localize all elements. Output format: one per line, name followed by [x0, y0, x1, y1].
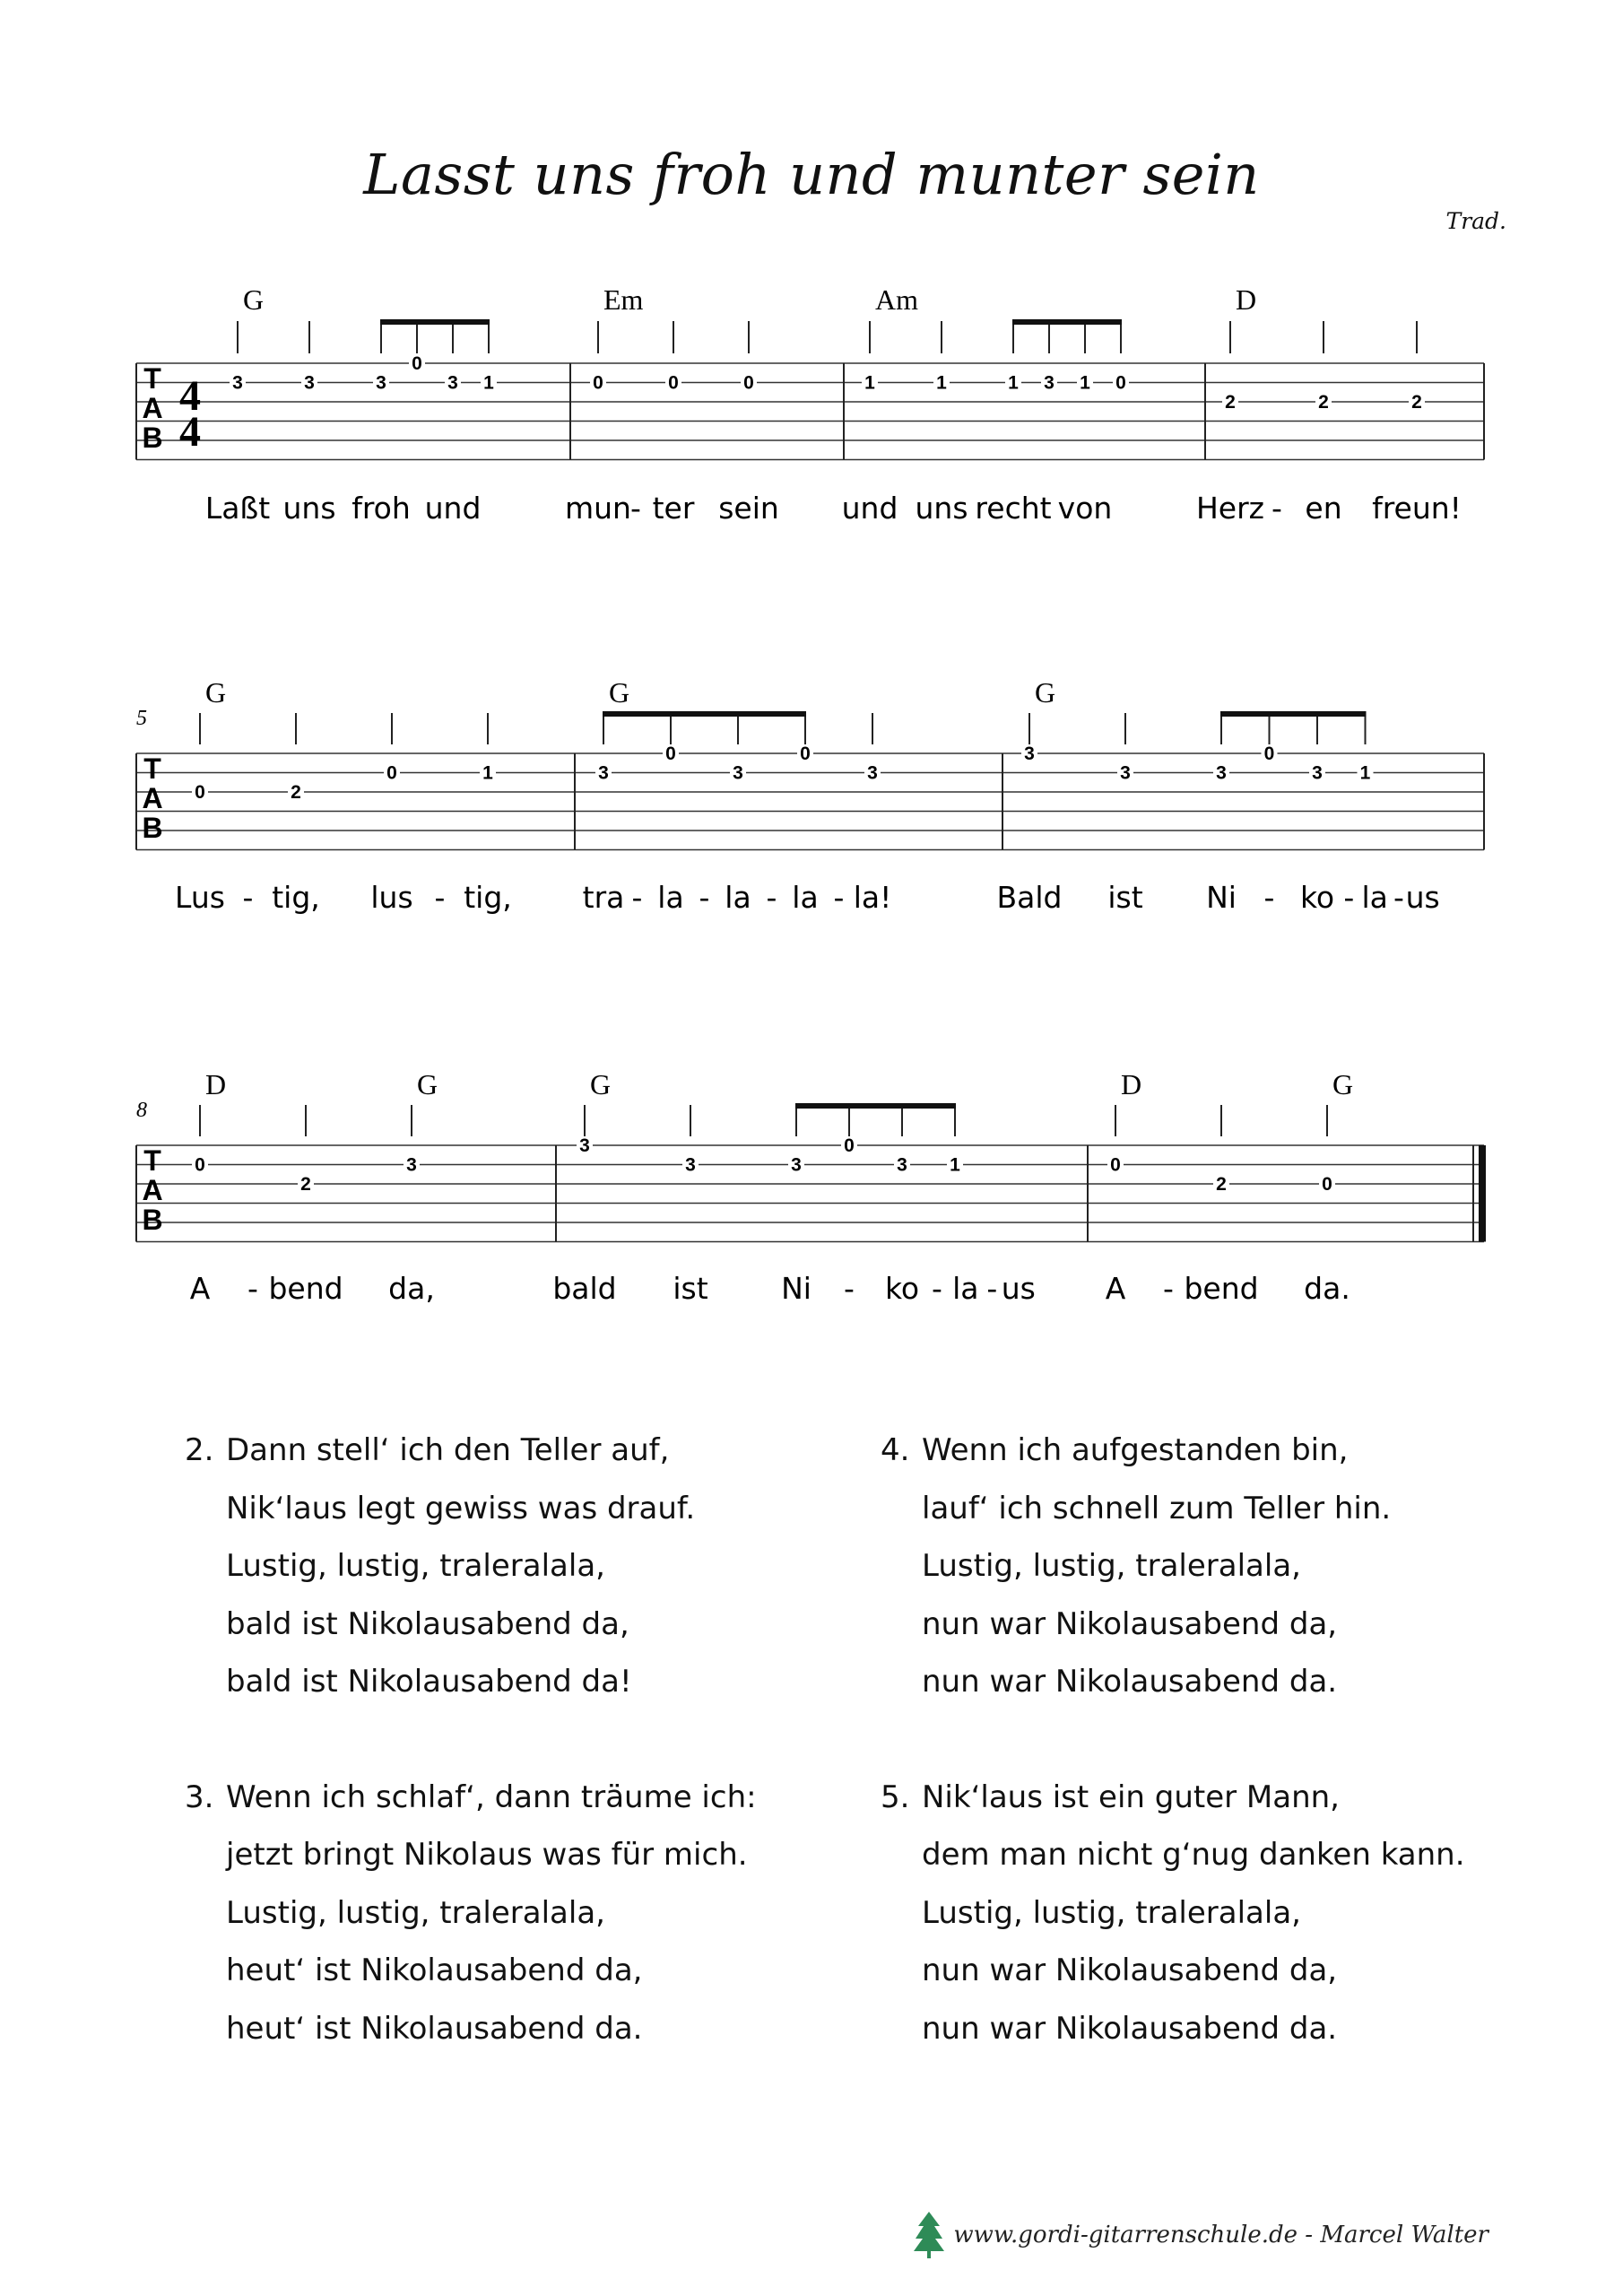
- chord-symbol: G: [1035, 676, 1056, 709]
- measure-number: 8: [136, 1099, 147, 1122]
- system-1: [136, 283, 1484, 526]
- lyric-syllable: -: [242, 880, 254, 915]
- lyric-syllable: lus: [370, 880, 413, 915]
- fret-number: 0: [412, 353, 422, 374]
- verse-line: heut‘ ist Nikolausabend da,: [226, 1952, 643, 1988]
- system-3: [136, 1068, 1486, 1306]
- verse-line: heut‘ ist Nikolausabend da.: [226, 2010, 643, 2047]
- tab-clef-letter: B: [142, 422, 163, 454]
- lyric-syllable: A: [189, 1271, 211, 1306]
- verse-line: nun war Nikolausabend da,: [922, 1605, 1338, 1642]
- lyric-syllable: ist: [673, 1271, 708, 1306]
- lyric-syllable: -: [766, 880, 777, 915]
- lyric-syllable: bend: [268, 1271, 343, 1306]
- fret-number: 2: [1318, 392, 1329, 413]
- fret-number: 2: [291, 782, 301, 803]
- lyric-syllable: und: [424, 491, 482, 526]
- lyric-syllable: -: [1393, 880, 1404, 915]
- system-2: [136, 676, 1484, 915]
- verse-line: lauf‘ ich schnell zum Teller hin.: [922, 1490, 1392, 1526]
- lyric-syllable: la: [952, 1271, 979, 1306]
- chord-symbol: G: [243, 283, 265, 316]
- fret-number: 2: [1216, 1174, 1227, 1195]
- lyric-syllable: tig,: [464, 880, 512, 915]
- lyric-syllable: la: [792, 880, 819, 915]
- chord-symbol: D: [205, 1068, 227, 1100]
- lyric-syllable: -: [434, 880, 446, 915]
- measure-number: 5: [136, 707, 147, 730]
- fret-number: 3: [791, 1154, 802, 1176]
- fret-number: 1: [1359, 762, 1371, 784]
- tab-clef-letter: B: [142, 1204, 163, 1236]
- lyric-syllable: la!: [853, 880, 892, 915]
- lyric-syllable: us: [1405, 880, 1440, 915]
- chord-symbol: Em: [603, 283, 644, 316]
- verse-line: jetzt bringt Nikolaus was für mich.: [226, 1837, 748, 1873]
- lyric-syllable: -: [986, 1271, 998, 1306]
- verse-number: 5.: [881, 1779, 910, 1815]
- time-signature-bottom: 4: [179, 408, 201, 456]
- fret-number: 3: [1216, 762, 1227, 784]
- fret-number: 1: [950, 1154, 960, 1176]
- tab-clef-letter: T: [143, 362, 161, 395]
- verse-5: [881, 1769, 1526, 2058]
- note-beam: [603, 711, 806, 717]
- lyric-syllable: und: [841, 491, 898, 526]
- lyric-syllable: da,: [388, 1271, 435, 1306]
- fret-number: 3: [376, 372, 386, 394]
- fret-number: 3: [1044, 372, 1055, 394]
- verse-line: bald ist Nikolausabend da!: [226, 1664, 632, 1700]
- verse-line: nun war Nikolausabend da.: [922, 2010, 1338, 2047]
- fret-number: 3: [1024, 744, 1035, 764]
- lyric-syllable: Lus: [175, 880, 225, 915]
- footer: [914, 2212, 1488, 2258]
- lyric-syllable: uns: [282, 491, 336, 526]
- fret-number: 0: [665, 744, 676, 764]
- lyric-syllable: la: [1361, 880, 1388, 915]
- fret-number: 0: [1110, 1154, 1121, 1176]
- verse-3: [185, 1769, 830, 2058]
- lyric-syllable: -: [1343, 880, 1355, 915]
- lyric-syllable: bald: [552, 1271, 617, 1306]
- lyric-syllable: -: [1163, 1271, 1174, 1306]
- lyric-syllable: da.: [1304, 1271, 1350, 1306]
- time-signature-top: 4: [179, 372, 201, 420]
- lyric-syllable: -: [931, 1271, 942, 1306]
- lyric-syllable: mun: [565, 491, 631, 526]
- fret-number: 3: [685, 1154, 696, 1176]
- lyric-syllable: ko: [1299, 880, 1335, 915]
- fret-number: 3: [447, 372, 458, 394]
- composer: Trad.: [1445, 208, 1506, 234]
- fret-number: 3: [897, 1154, 907, 1176]
- lyric-syllable: Bald: [996, 880, 1063, 915]
- fret-number: 0: [195, 1154, 205, 1176]
- lyric-syllable: tra: [582, 880, 625, 915]
- chord-symbol: G: [590, 1068, 612, 1100]
- chord-symbol: D: [1121, 1068, 1142, 1100]
- fret-number: 0: [1115, 372, 1126, 394]
- verses-left: [185, 1422, 830, 2057]
- verse-number: 2.: [185, 1432, 214, 1468]
- lyric-syllable: Ni: [781, 1271, 812, 1306]
- fret-number: 0: [593, 372, 603, 394]
- tab-clef-letter: B: [142, 812, 163, 844]
- fret-number: 3: [598, 762, 609, 784]
- fret-number: 3: [304, 372, 315, 394]
- verse-line: dem man nicht g‘nug danken kann.: [922, 1837, 1465, 1873]
- fret-number: 0: [743, 372, 754, 394]
- tab-clef-letter: A: [142, 392, 163, 424]
- verse-line: Lustig, lustig, traleralala,: [922, 1548, 1301, 1584]
- verses-right: [881, 1422, 1526, 2057]
- chord-symbol: D: [1236, 283, 1257, 316]
- fret-number: 1: [864, 372, 875, 394]
- fret-number: 0: [1263, 744, 1275, 764]
- verse-line: Wenn ich aufgestanden bin,: [922, 1432, 1349, 1468]
- verse-line: Nik‘laus ist ein guter Mann,: [922, 1779, 1340, 1815]
- fret-number: 2: [1225, 392, 1236, 413]
- verse-line: bald ist Nikolausabend da,: [226, 1605, 629, 1642]
- verse-line: Lustig, lustig, traleralala,: [226, 1894, 605, 1931]
- final-barline: [1479, 1145, 1486, 1242]
- fret-number: 0: [844, 1135, 855, 1156]
- lyric-syllable: -: [630, 491, 641, 526]
- fret-number: 3: [232, 372, 243, 394]
- lyric-syllable: -: [844, 1271, 855, 1306]
- fret-number: 1: [482, 762, 493, 784]
- note-beam: [1012, 319, 1122, 325]
- verse-number: 3.: [185, 1779, 214, 1815]
- fret-number: 0: [195, 782, 205, 803]
- fret-number: 2: [300, 1174, 311, 1195]
- lyric-syllable: Laßt: [204, 491, 271, 526]
- chord-symbol: G: [1332, 1068, 1354, 1100]
- verse-number: 4.: [881, 1432, 910, 1468]
- chord-symbol: G: [205, 676, 227, 709]
- lyric-syllable: Ni: [1206, 880, 1237, 915]
- fret-number: 1: [1008, 372, 1019, 394]
- lyric-syllable: Herz: [1195, 491, 1265, 526]
- chord-symbol: G: [417, 1068, 438, 1100]
- lyric-syllable: ko: [884, 1271, 920, 1306]
- fret-number: 1: [936, 372, 947, 394]
- note-beam: [1220, 711, 1367, 717]
- lyric-syllable: la: [725, 880, 751, 915]
- verse-line: Lustig, lustig, traleralala,: [922, 1894, 1301, 1931]
- verse-4: [881, 1422, 1526, 1711]
- fret-number: 0: [800, 744, 811, 764]
- lyric-syllable: -: [631, 880, 643, 915]
- fret-number: 3: [1312, 762, 1323, 784]
- lyric-syllable: sein: [718, 491, 779, 526]
- tab-clef-letter: T: [143, 1144, 161, 1177]
- verse-2: [185, 1422, 830, 1711]
- tab-clef-letter: A: [142, 782, 163, 814]
- fret-number: 3: [867, 762, 878, 784]
- chord-symbol: Am: [875, 283, 918, 316]
- verse-line: Lustig, lustig, traleralala,: [226, 1548, 605, 1584]
- lyric-syllable: A: [1105, 1271, 1126, 1306]
- fret-number: 0: [386, 762, 397, 784]
- verse-line: Wenn ich schlaf‘, dann träume ich:: [226, 1779, 757, 1815]
- lyric-syllable: -: [1263, 880, 1275, 915]
- lyric-syllable: ist: [1107, 880, 1143, 915]
- lyric-syllable: -: [247, 1271, 258, 1306]
- lyric-syllable: -: [833, 880, 845, 915]
- lyric-syllable: uns: [915, 491, 968, 526]
- fret-number: 3: [1120, 762, 1131, 784]
- fret-number: 0: [1322, 1174, 1332, 1195]
- lyric-syllable: us: [1001, 1271, 1036, 1306]
- fret-number: 0: [668, 372, 679, 394]
- lyric-syllable: recht: [975, 491, 1052, 526]
- verse-line: Nik‘laus legt gewiss was drauf.: [226, 1490, 696, 1526]
- fret-number: 1: [483, 372, 494, 394]
- fret-number: 2: [1411, 392, 1422, 413]
- lyric-syllable: freun!: [1372, 491, 1462, 526]
- fret-number: 3: [406, 1154, 417, 1176]
- lyric-syllable: bend: [1184, 1271, 1259, 1306]
- fret-number: 1: [1080, 372, 1090, 394]
- lyric-syllable: froh: [352, 491, 411, 526]
- fret-number: 3: [579, 1135, 590, 1156]
- chord-symbol: G: [609, 676, 630, 709]
- lyric-syllable: -: [1271, 491, 1282, 526]
- note-beam: [795, 1103, 956, 1109]
- verse-line: nun war Nikolausabend da.: [922, 1664, 1338, 1700]
- fret-number: 3: [733, 762, 743, 784]
- tab-clef-letter: A: [142, 1174, 163, 1206]
- tree-icon: [914, 2212, 944, 2258]
- tab-clef-letter: T: [143, 752, 161, 785]
- verse-line: nun war Nikolausabend da,: [922, 1952, 1338, 1988]
- note-beam: [380, 319, 490, 325]
- lyric-syllable: von: [1057, 491, 1113, 526]
- lyric-syllable: tig,: [272, 880, 320, 915]
- lyric-syllable: en: [1305, 491, 1342, 526]
- lyric-syllable: la: [657, 880, 684, 915]
- lyric-syllable: ter: [652, 491, 695, 526]
- verse-line: Dann stell‘ ich den Teller auf,: [226, 1432, 670, 1468]
- page-title: Lasst uns froh und munter sein: [363, 142, 1260, 207]
- lyric-syllable: -: [699, 880, 710, 915]
- footer-credit: www.gordi-gitarrenschule.de - Marcel Walter: [953, 2222, 1488, 2248]
